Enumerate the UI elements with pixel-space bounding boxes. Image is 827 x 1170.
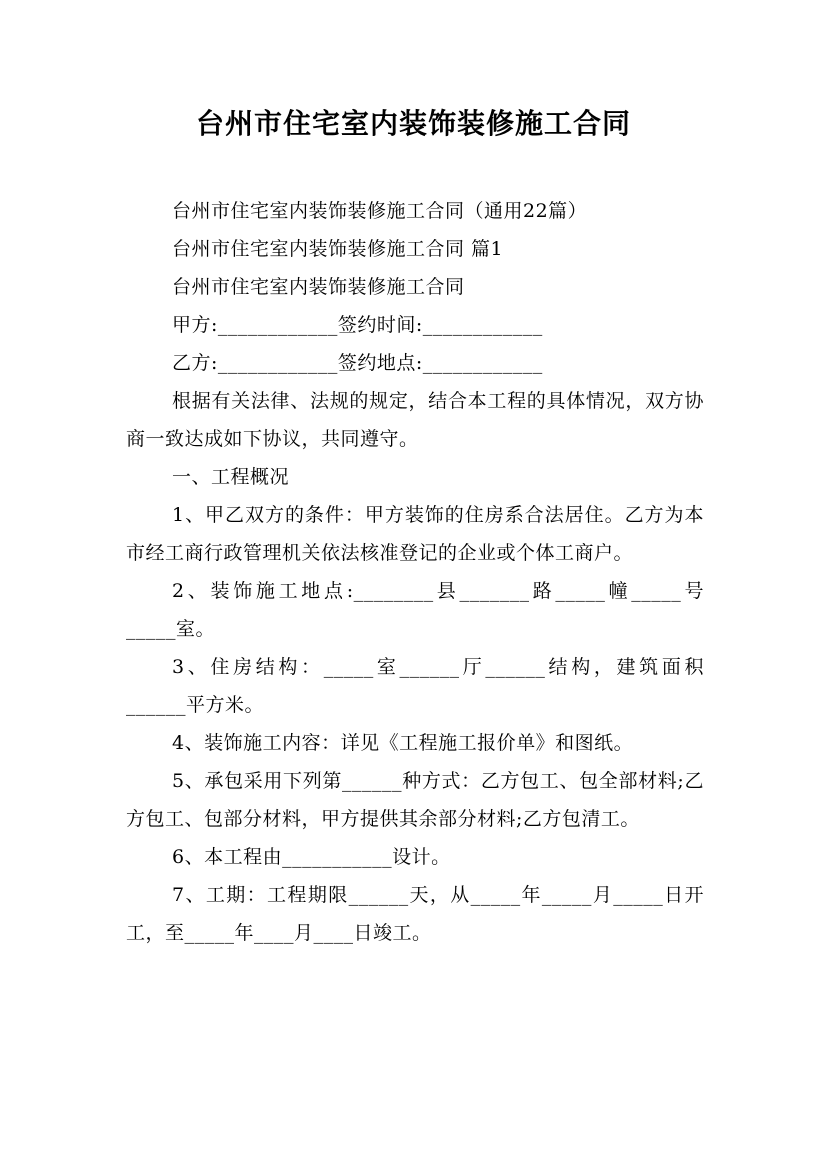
paragraph-heading-full: 台州市住宅室内装饰装修施工合同（通用22篇）: [172, 200, 588, 222]
paragraph-party-a: 甲方:____________签约时间:____________: [172, 314, 543, 336]
paragraph-clause-1: 1、甲乙双方的条件：甲方装饰的住房系合法居住。乙方为本市经工商行政管理机关依法核准登记的企业或个体工商户。: [126, 504, 704, 564]
document-body: [126, 192, 704, 952]
paragraph-heading-part: 台州市住宅室内装饰装修施工合同 篇1: [172, 238, 504, 260]
paragraph-clause-4: 4、装饰施工内容：详见《工程施工报价单》和图纸。: [172, 732, 634, 754]
paragraph-clause-2: 2、装饰施工地点:________县_______路_____幢_____号_____室。: [126, 580, 704, 640]
paragraph-contract-name: 台州市住宅室内装饰装修施工合同: [172, 276, 465, 298]
paragraph-clause-5: 5、承包采用下列第______种方式：乙方包工、包全部材料;乙方包工、包部分材料，甲方提供其余部分材料;乙方包清工。: [126, 770, 704, 830]
paragraph-clause-7: 7、工期：工程期限______天，从_____年_____月_____日开工，至_____年____月____日竣工。: [126, 884, 704, 944]
paragraph-preamble: 根据有关法律、法规的规定，结合本工程的具体情况，双方协商一致达成如下协议，共同遵守。: [126, 390, 704, 450]
paragraph-party-b: 乙方:____________签约地点:____________: [172, 352, 543, 374]
paragraph-section-overview: 一、工程概况: [172, 466, 290, 488]
document-title: 台州市住宅室内装饰装修施工合同: [195, 107, 631, 140]
paragraph-clause-3: 3、住房结构：_____室______厅______结构，建筑面积______平方米。: [126, 656, 704, 716]
paragraph-clause-6: 6、本工程由___________设计。: [172, 846, 451, 868]
